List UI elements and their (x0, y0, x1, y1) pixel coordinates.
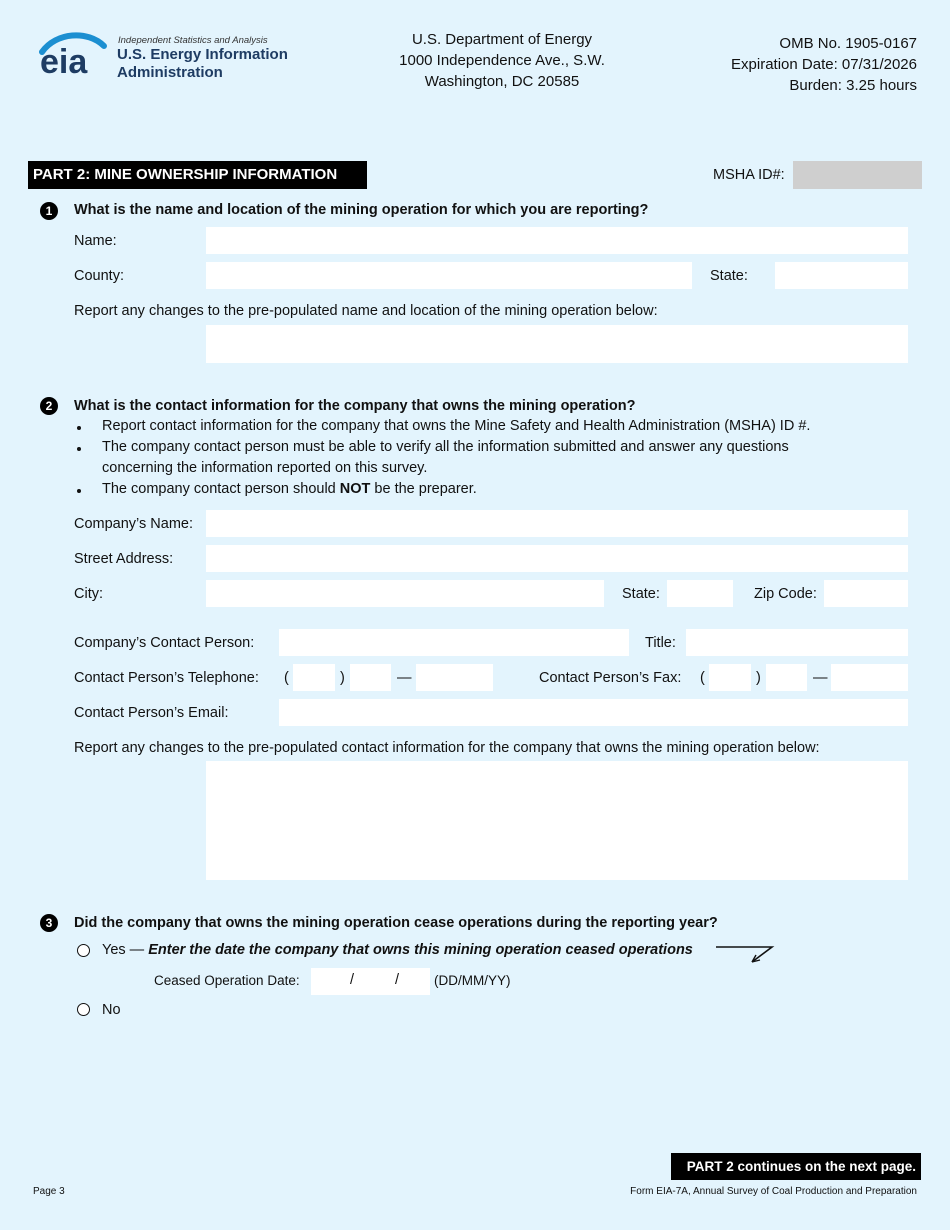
part-title-text: PART 2: MINE OWNERSHIP INFORMATION (33, 166, 338, 183)
date-separator-2: / (395, 972, 400, 988)
continues-text: PART 2 continues on the next page. (686, 1159, 916, 1174)
dept-line2: 1000 Independence Ave., S.W. (399, 52, 605, 69)
telephone-line-field[interactable] (416, 664, 493, 691)
bullet-2-line1: The company contact person must be able to verify all the information submitted and answer any questions (102, 439, 789, 455)
contact-person-field[interactable] (279, 629, 629, 656)
bullet-1: Report contact information for the company that owns the Mine Safety and Health Administration (MSHA) ID #. (102, 418, 811, 434)
eia-logo (38, 30, 110, 82)
ceased-date-label: Ceased Operation Date: (154, 973, 300, 988)
yes-instruction: Enter the date the company that owns this mining operation ceased operations (148, 942, 693, 958)
state-field[interactable] (775, 262, 908, 289)
email-field[interactable] (279, 699, 908, 726)
email-label: Contact Person’s Email: (74, 705, 229, 721)
fax-dash: — (813, 670, 828, 686)
expiration-date: Expiration Date: 07/31/2026 (731, 56, 917, 73)
bullet-3-bold: NOT (339, 481, 371, 497)
fax-close-paren: ) (756, 670, 761, 686)
continues-banner (671, 1153, 921, 1180)
title-label: Title: (645, 635, 676, 651)
fax-area-code-field[interactable] (709, 664, 751, 691)
form-name: Form EIA-7A, Annual Survey of Coal Production and Preparation (630, 1186, 917, 1197)
no-label: No (102, 1002, 121, 1018)
bullet-3 (102, 481, 477, 497)
fax-label: Contact Person’s Fax: (539, 670, 682, 686)
street-address-label: Street Address: (74, 551, 174, 567)
fax-line-field[interactable] (831, 664, 908, 691)
yes-label: Yes — (102, 942, 149, 958)
date-format-hint: (DD/MM/YY) (434, 973, 511, 988)
company-state-label: State: (622, 586, 660, 602)
logo-text: eia (40, 43, 88, 81)
company-name-field[interactable] (206, 510, 908, 537)
ceased-date-field[interactable] (311, 968, 430, 995)
street-address-field[interactable] (206, 545, 908, 572)
county-field[interactable] (206, 262, 692, 289)
mine-name-field[interactable] (206, 227, 908, 254)
contact-person-label: Company’s Contact Person: (74, 635, 255, 651)
state-label: State: (710, 268, 748, 284)
pointer-arrow-icon (714, 942, 776, 966)
zip-code-label: Zip Code: (754, 586, 817, 602)
omb-number: OMB No. 1905-0167 (779, 35, 917, 52)
q2-changes-label: Report any changes to the pre-populated contact information for the company that owns the mining operation below: (74, 740, 820, 756)
city-label: City: (74, 586, 103, 602)
bullet-dot (77, 489, 81, 493)
question-3-number: 3 (40, 914, 58, 932)
date-separator-1: / (350, 972, 355, 988)
msha-id-label: MSHA ID#: (713, 167, 785, 183)
bullet-dot (77, 426, 81, 430)
part-title (28, 161, 367, 189)
burden: Burden: 3.25 hours (789, 77, 917, 94)
company-state-field[interactable] (667, 580, 733, 607)
page-number: Page 3 (33, 1186, 65, 1197)
no-radio[interactable] (77, 1003, 90, 1016)
q2-changes-field[interactable] (206, 761, 908, 880)
city-field[interactable] (206, 580, 604, 607)
title-field[interactable] (686, 629, 908, 656)
telephone-dash: — (397, 670, 412, 686)
bullet-3-pre: The company contact person should (102, 481, 340, 497)
telephone-area-code-field[interactable] (293, 664, 335, 691)
telephone-label: Contact Person’s Telephone: (74, 670, 259, 686)
question-3-text: Did the company that owns the mining operation cease operations during the reporting year? (74, 915, 718, 931)
fax-prefix-field[interactable] (766, 664, 807, 691)
question-2-text: What is the contact information for the company that owns the mining operation? (74, 398, 636, 414)
department-address (372, 29, 632, 92)
company-name-label: Company’s Name: (74, 516, 194, 532)
zip-code-field[interactable] (824, 580, 908, 607)
agency-tagline: Independent Statistics and Analysis (118, 35, 268, 46)
telephone-close-paren: ) (340, 670, 345, 686)
yes-radio[interactable] (77, 944, 90, 957)
agency-name-line1: U.S. Energy Information (117, 46, 288, 63)
bullet-dot (77, 447, 81, 451)
county-label: County: (74, 268, 124, 284)
dept-line1: U.S. Department of Energy (411, 31, 593, 48)
omb-info (731, 33, 917, 96)
bullet-3-post: be the preparer. (370, 481, 477, 497)
q1-changes-label: Report any changes to the pre-populated name and location of the mining operation below: (74, 303, 658, 319)
q1-changes-field[interactable] (206, 325, 908, 363)
msha-id-field[interactable] (793, 161, 922, 189)
bullet-2-line2: concerning the information reported on this survey. (102, 460, 428, 476)
telephone-prefix-field[interactable] (350, 664, 391, 691)
agency-name-line2: Administration (117, 64, 223, 81)
name-label: Name: (74, 233, 117, 249)
yes-option (102, 942, 693, 958)
dept-line3: Washington, DC 20585 (424, 73, 580, 90)
question-1-text: What is the name and location of the mining operation for which you are reporting? (74, 202, 649, 218)
question-2-number: 2 (40, 397, 58, 415)
telephone-open-paren: ( (284, 670, 289, 686)
question-1-number: 1 (40, 202, 58, 220)
fax-open-paren: ( (700, 670, 705, 686)
